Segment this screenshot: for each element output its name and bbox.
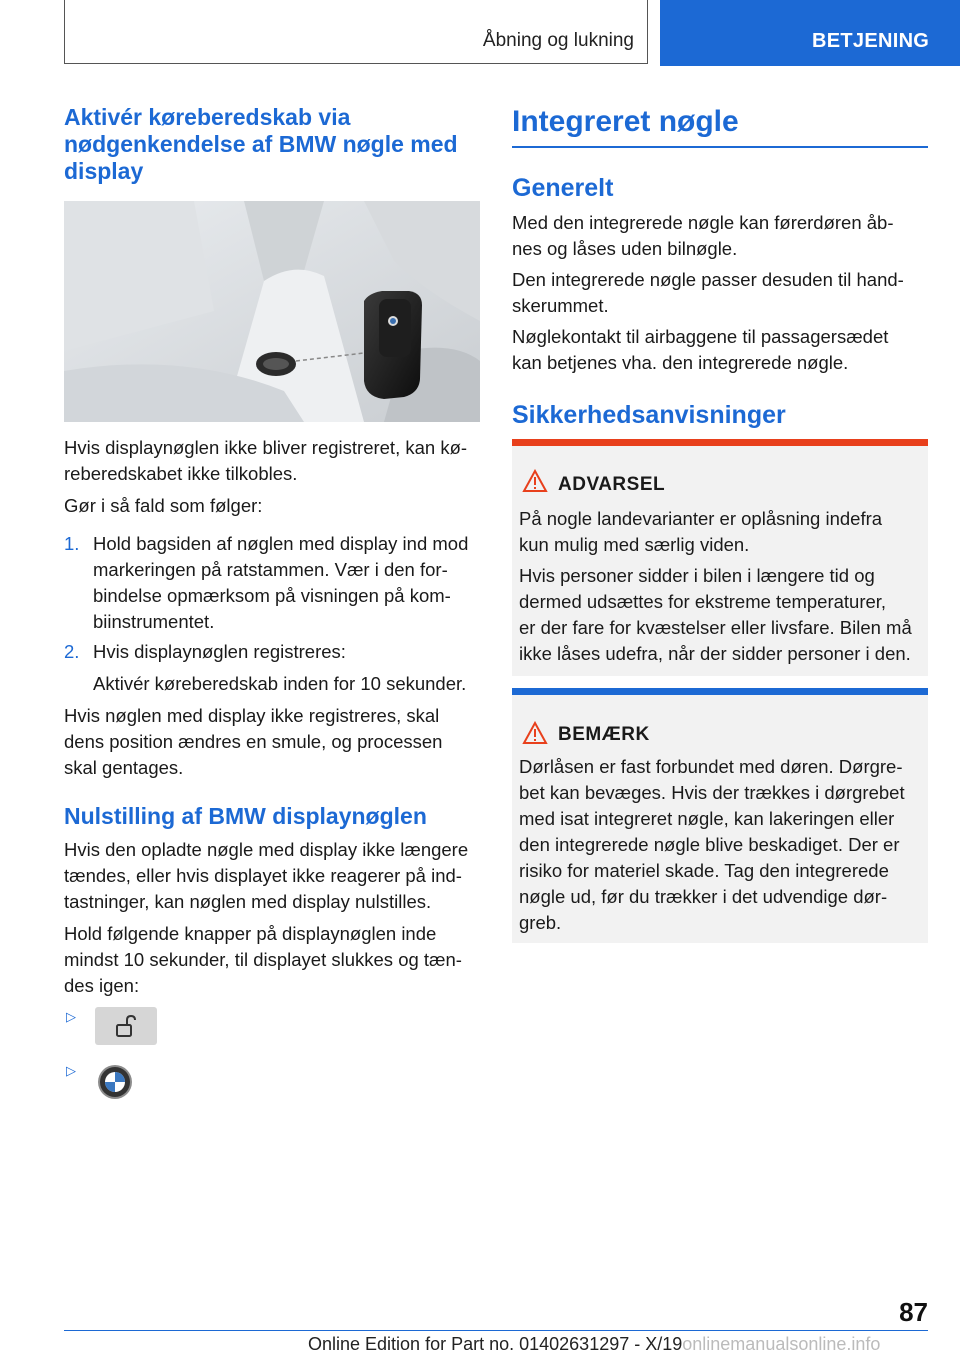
reset-line: tastninger, kan nøglen med display nulstilles. (64, 891, 432, 912)
intro-line: reberedskabet ikke tilkobles. (64, 463, 298, 484)
warning-line: kun mulig med særlig viden. (519, 534, 750, 555)
reset-line: Hold følgende knapper på displaynøglen inde (64, 923, 437, 944)
warning-title: ADVARSEL (558, 474, 666, 495)
notice-title: BEMÆRK (558, 724, 650, 745)
notice-line: nøgle ud, før du trækker i det udvendige dør- (519, 886, 888, 907)
heading-line: Aktivér køreberedskab via (64, 104, 351, 130)
caution-triangle-icon (522, 721, 548, 745)
bullet-marker: ▷ (66, 1063, 76, 1078)
step-line: markeringen på ratstammen. Vær i den for- (93, 559, 448, 580)
steering-column-illustration (64, 201, 480, 422)
lead-text: Gør i så fald som følger: (64, 495, 263, 516)
step-line: Hvis displaynøglen registreres: (93, 641, 346, 662)
section-tab-label: BETJENING (812, 30, 930, 52)
section-heading-display-key (64, 104, 482, 185)
notice-line: greb. (519, 912, 562, 933)
general-line: kan betjenes vha. den integrerede nøgle. (512, 352, 849, 373)
unlock-button-icon (95, 1007, 157, 1045)
warning-triangle-icon (522, 469, 548, 493)
step-line: bindelse opmærksom på visningen på kom- (93, 585, 451, 606)
notice-box (512, 688, 928, 943)
after-line: dens position ændres en smule, og processen (64, 731, 443, 752)
notice-line: risiko for materiel skade. Tag den integrerede (519, 860, 889, 881)
footer-rule (64, 1330, 928, 1331)
subheading-general: Generelt (512, 174, 614, 202)
page-title: Integreret nøgle (512, 105, 739, 138)
section-tab (660, 0, 960, 66)
after-line: skal gentages. (64, 757, 184, 778)
page-number: 87 (899, 1297, 928, 1327)
edition-text: Online Edition for Part no. 01402631297 - X/19 (308, 1334, 683, 1354)
bullet-marker: ▷ (66, 1009, 76, 1024)
warning-line: er der fare for kvæstelser eller livsfare. Bilen må (519, 617, 912, 638)
step-line: Aktivér køreberedskab inden for 10 sekunder. (93, 673, 467, 694)
reset-line: tændes, eller hvis displayet ikke reagerer på ind- (64, 865, 462, 886)
display-key-figure (64, 201, 480, 422)
intro-line: Hvis displaynøglen ikke bliver registreret, kan kø- (64, 437, 468, 458)
notice-line: bet kan bevæges. Hvis der trækkes i dørgrebet (519, 782, 905, 803)
watermark-text: onlinemanualsonline.info (682, 1334, 881, 1354)
heading-line: display (64, 158, 144, 184)
step-number: 2. (64, 641, 80, 662)
bmw-logo-button-icon (97, 1064, 133, 1100)
warning-line: På nogle landevarianter er oplåsning indefra (519, 508, 883, 529)
general-line: nes og låses uden bilnøgle. (512, 238, 738, 259)
heading-line: nødgenkendelse af BMW nøgle med (64, 131, 458, 157)
notice-line: den integrerede nøgle blive beskadiget. Der er (519, 834, 900, 855)
warning-box (512, 439, 928, 676)
general-line: skerummet. (512, 295, 609, 316)
general-line: Den integrerede nøgle passer desuden til hand- (512, 269, 904, 290)
step-line: Hold bagsiden af nøglen med display ind mod (93, 533, 469, 554)
subheading-safety: Sikkerhedsanvisninger (512, 401, 786, 429)
steps-list (64, 531, 484, 694)
warning-line: dermed udsættes for ekstreme temperaturer, (519, 591, 887, 612)
general-line: Nøglekontakt til airbaggene til passagersædet (512, 326, 889, 347)
notice-line: med isat integreret nøgle, kan lakeringen eller (519, 808, 895, 829)
reset-line: mindst 10 sekunder, til displayet slukkes og tæn- (64, 949, 462, 970)
warning-line: ikke låses udefra, når der sidder personer i den. (519, 643, 911, 664)
general-line: Med den integrerede nøgle kan førerdøren åb- (512, 212, 894, 233)
title-rule (512, 146, 928, 148)
reset-heading: Nulstilling af BMW displaynøglen (64, 803, 427, 829)
step-line: biinstrumentet. (93, 611, 215, 632)
after-line: Hvis nøglen med display ikke registreres, skal (64, 705, 440, 726)
notice-line: Dørlåsen er fast forbundet med døren. Dørgre- (519, 756, 903, 777)
footer-edition (308, 1334, 880, 1355)
warning-line: Hvis personer sidder i bilen i længere tid og (519, 565, 875, 586)
chapter-title: Åbning og lukning (482, 30, 634, 51)
step-number: 1. (64, 533, 80, 554)
reset-line: Hvis den opladte nøgle med display ikke længere (64, 839, 469, 860)
reset-line: des igen: (64, 975, 140, 996)
